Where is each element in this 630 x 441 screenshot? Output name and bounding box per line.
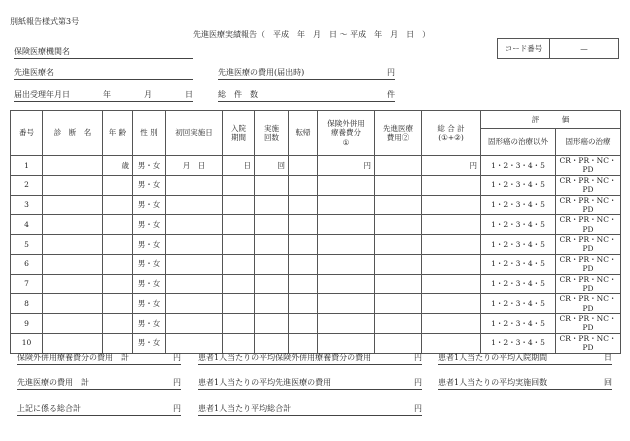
table-row bbox=[11, 314, 621, 334]
sex-choice[interactable]: 男・女 bbox=[133, 274, 166, 294]
cell[interactable] bbox=[422, 333, 481, 353]
cell[interactable] bbox=[103, 195, 133, 215]
row-number: 10 bbox=[11, 333, 43, 353]
response-choice[interactable]: CR・PR・NC・PD bbox=[556, 215, 621, 235]
cell[interactable] bbox=[255, 274, 289, 294]
summary-unit: 円 bbox=[173, 378, 181, 387]
summary-field[interactable] bbox=[438, 352, 612, 365]
score-choice[interactable]: 1・2・3・4・5 bbox=[481, 156, 556, 176]
cell[interactable] bbox=[103, 175, 133, 195]
cell[interactable] bbox=[289, 156, 318, 176]
cell[interactable] bbox=[43, 333, 103, 353]
total-count-label: 総 件 数 bbox=[218, 90, 258, 99]
table-row bbox=[11, 156, 621, 176]
cell[interactable] bbox=[166, 314, 223, 334]
cell[interactable] bbox=[103, 314, 133, 334]
score-choice[interactable]: 1・2・3・4・5 bbox=[481, 294, 556, 314]
cell[interactable] bbox=[318, 274, 375, 294]
response-choice[interactable]: CR・PR・NC・PD bbox=[556, 175, 621, 195]
response-choice[interactable]: CR・PR・NC・PD bbox=[556, 314, 621, 334]
received-label: 届出受理年月日 bbox=[14, 90, 70, 99]
cell[interactable] bbox=[223, 333, 255, 353]
cell[interactable] bbox=[375, 294, 422, 314]
cell[interactable] bbox=[375, 274, 422, 294]
cell[interactable] bbox=[43, 274, 103, 294]
cell[interactable] bbox=[289, 314, 318, 334]
page-title: 先進医療実績報告（ 平成 年 月 日 ～ 平成 年 月 日 ） bbox=[193, 30, 431, 39]
header-age: 年 齢 bbox=[103, 111, 133, 156]
sex-choice[interactable]: 男・女 bbox=[133, 175, 166, 195]
cell[interactable] bbox=[223, 235, 255, 255]
tech-name-field[interactable] bbox=[14, 67, 193, 80]
cell[interactable] bbox=[103, 254, 133, 274]
summary-unit: 円 bbox=[173, 404, 181, 413]
score-choice[interactable]: 1・2・3・4・5 bbox=[481, 235, 556, 255]
cell[interactable] bbox=[375, 215, 422, 235]
cell[interactable] bbox=[255, 215, 289, 235]
sex-choice[interactable]: 男・女 bbox=[133, 235, 166, 255]
response-choice[interactable]: CR・PR・NC・PD bbox=[556, 195, 621, 215]
sex-choice[interactable]: 男・女 bbox=[133, 215, 166, 235]
cell[interactable] bbox=[166, 333, 223, 353]
header-eval-solid: 固形癌の治療 bbox=[556, 129, 621, 156]
table-row bbox=[11, 274, 621, 294]
cell[interactable] bbox=[166, 274, 223, 294]
cell[interactable]: 日 bbox=[223, 156, 255, 176]
cell[interactable] bbox=[318, 175, 375, 195]
cell[interactable] bbox=[422, 274, 481, 294]
summary-label: 患者1人当たり平均総合計 bbox=[198, 404, 292, 413]
response-choice[interactable]: CR・PR・NC・PD bbox=[556, 254, 621, 274]
response-choice[interactable]: CR・PR・NC・PD bbox=[556, 235, 621, 255]
cell[interactable] bbox=[103, 333, 133, 353]
cell[interactable] bbox=[318, 294, 375, 314]
cell[interactable] bbox=[318, 333, 375, 353]
summary-unit: 円 bbox=[414, 404, 422, 413]
cell[interactable] bbox=[43, 175, 103, 195]
cell[interactable] bbox=[422, 175, 481, 195]
response-choice[interactable]: CR・PR・NC・PD bbox=[556, 333, 621, 353]
cell[interactable] bbox=[103, 235, 133, 255]
cell[interactable] bbox=[103, 215, 133, 235]
cell[interactable] bbox=[43, 215, 103, 235]
row-number: 5 bbox=[11, 235, 43, 255]
cell[interactable] bbox=[166, 175, 223, 195]
sex-choice[interactable]: 男・女 bbox=[133, 195, 166, 215]
cell[interactable] bbox=[422, 294, 481, 314]
summary-unit: 円 bbox=[414, 378, 422, 387]
summary-label: 先進医療の費用 計 bbox=[17, 378, 89, 387]
sex-choice[interactable]: 男・女 bbox=[133, 294, 166, 314]
cell[interactable] bbox=[166, 235, 223, 255]
row-number: 9 bbox=[11, 314, 43, 334]
cell[interactable] bbox=[223, 254, 255, 274]
score-choice[interactable]: 1・2・3・4・5 bbox=[481, 254, 556, 274]
sex-choice[interactable]: 男・女 bbox=[133, 314, 166, 334]
cell[interactable] bbox=[223, 175, 255, 195]
cell[interactable] bbox=[375, 195, 422, 215]
cell[interactable] bbox=[289, 215, 318, 235]
cell[interactable] bbox=[318, 314, 375, 334]
row-number: 7 bbox=[11, 274, 43, 294]
cell[interactable] bbox=[43, 314, 103, 334]
cell[interactable] bbox=[375, 333, 422, 353]
cell[interactable] bbox=[318, 235, 375, 255]
cell[interactable] bbox=[289, 274, 318, 294]
cell[interactable] bbox=[166, 254, 223, 274]
cell[interactable] bbox=[255, 235, 289, 255]
response-choice[interactable]: CR・PR・NC・PD bbox=[556, 294, 621, 314]
cell[interactable] bbox=[375, 314, 422, 334]
cell[interactable] bbox=[375, 235, 422, 255]
summary-field[interactable] bbox=[438, 377, 612, 390]
header-total: 総 合 計 (①+②) bbox=[422, 111, 481, 156]
code-value[interactable]: — bbox=[580, 44, 588, 53]
score-choice[interactable]: 1・2・3・4・5 bbox=[481, 333, 556, 353]
total-count-field[interactable] bbox=[218, 89, 395, 102]
header-stay: 入院 期間 bbox=[223, 111, 255, 156]
cell[interactable]: 歳 bbox=[103, 156, 133, 176]
cell[interactable] bbox=[375, 156, 422, 176]
summary-unit: 円 bbox=[414, 353, 422, 362]
header-no: 番号 bbox=[11, 111, 43, 156]
code-box bbox=[497, 38, 619, 59]
cell[interactable] bbox=[223, 274, 255, 294]
cell[interactable] bbox=[375, 175, 422, 195]
cell[interactable]: 円 bbox=[318, 156, 375, 176]
cell[interactable] bbox=[166, 195, 223, 215]
header-eval: 評 価 bbox=[481, 111, 621, 129]
table-row bbox=[11, 195, 621, 215]
header-times: 実施 回数 bbox=[255, 111, 289, 156]
sex-choice[interactable]: 男・女 bbox=[133, 333, 166, 353]
table-row bbox=[11, 175, 621, 195]
summary-label: 患者1人当たりの平均実施回数 bbox=[438, 378, 548, 387]
header-outcome: 転帰 bbox=[289, 111, 318, 156]
cell[interactable] bbox=[289, 235, 318, 255]
row-number: 1 bbox=[11, 156, 43, 176]
header-eval-non-solid: 固形癌の治療以外 bbox=[481, 129, 556, 156]
summary-field[interactable] bbox=[198, 377, 422, 390]
cell[interactable] bbox=[289, 333, 318, 353]
table-row bbox=[11, 215, 621, 235]
score-choice[interactable]: 1・2・3・4・5 bbox=[481, 274, 556, 294]
header-first-date: 初回実施日 bbox=[166, 111, 223, 156]
cell[interactable] bbox=[103, 294, 133, 314]
table-row bbox=[11, 254, 621, 274]
year-unit: 年 bbox=[103, 90, 111, 99]
row-number: 8 bbox=[11, 294, 43, 314]
summary-field[interactable] bbox=[17, 377, 181, 390]
summary-label: 保険外併用療養費分の費用 計 bbox=[17, 353, 129, 362]
cell[interactable] bbox=[422, 254, 481, 274]
cell[interactable] bbox=[43, 294, 103, 314]
summary-label: 患者1人当たりの平均入院期間 bbox=[438, 353, 548, 362]
summary-field[interactable] bbox=[17, 352, 181, 365]
cell[interactable] bbox=[289, 175, 318, 195]
row-number: 6 bbox=[11, 254, 43, 274]
cell[interactable] bbox=[422, 235, 481, 255]
sex-choice[interactable]: 男・女 bbox=[133, 156, 166, 176]
table-row bbox=[11, 333, 621, 353]
summary-label: 患者1人当たりの平均保険外併用療養費分の費用 bbox=[198, 353, 372, 362]
cell[interactable] bbox=[422, 314, 481, 334]
cell[interactable] bbox=[43, 195, 103, 215]
code-label: コード番号 bbox=[498, 39, 550, 58]
summary-label: 上記に係る総合計 bbox=[17, 404, 81, 413]
cell[interactable] bbox=[223, 215, 255, 235]
table-row bbox=[11, 235, 621, 255]
cell[interactable] bbox=[422, 215, 481, 235]
cell[interactable] bbox=[255, 175, 289, 195]
response-choice[interactable]: CR・PR・NC・PD bbox=[556, 156, 621, 176]
cell[interactable] bbox=[103, 274, 133, 294]
month-unit: 月 bbox=[144, 90, 152, 99]
cell[interactable] bbox=[289, 195, 318, 215]
cell[interactable] bbox=[255, 195, 289, 215]
header-insurance-cost: 保険外併用 療養費分 ① bbox=[318, 111, 375, 156]
tech-cost-label: 先進医療の費用(届出時) bbox=[218, 68, 305, 77]
cell[interactable] bbox=[255, 254, 289, 274]
cell[interactable] bbox=[289, 254, 318, 274]
cell[interactable]: 円 bbox=[422, 156, 481, 176]
cell[interactable]: 回 bbox=[255, 156, 289, 176]
header-diagnosis: 診 断 名 bbox=[43, 111, 103, 156]
cell[interactable] bbox=[223, 314, 255, 334]
cell[interactable] bbox=[43, 235, 103, 255]
institution-field[interactable] bbox=[14, 46, 193, 59]
cell[interactable] bbox=[43, 156, 103, 176]
cell[interactable] bbox=[318, 195, 375, 215]
cell[interactable] bbox=[375, 254, 422, 274]
score-choice[interactable]: 1・2・3・4・5 bbox=[481, 215, 556, 235]
received-date-field[interactable] bbox=[14, 89, 193, 102]
tech-name-label: 先進医療名 bbox=[14, 68, 54, 77]
yen-unit: 円 bbox=[387, 68, 395, 77]
cell[interactable] bbox=[255, 333, 289, 353]
cell[interactable] bbox=[318, 215, 375, 235]
row-number: 2 bbox=[11, 175, 43, 195]
ken-unit: 件 bbox=[387, 90, 395, 99]
table-row bbox=[11, 294, 621, 314]
row-number: 4 bbox=[11, 215, 43, 235]
form-number: 別紙報告様式第3号 bbox=[10, 17, 80, 26]
cell[interactable] bbox=[223, 294, 255, 314]
summary-unit: 回 bbox=[604, 378, 612, 387]
header-tech-cost: 先進医療 費用② bbox=[375, 111, 422, 156]
cell[interactable] bbox=[223, 195, 255, 215]
institution-label: 保険医療機関名 bbox=[14, 47, 70, 56]
cell[interactable] bbox=[43, 254, 103, 274]
report-table bbox=[10, 110, 621, 354]
cell[interactable] bbox=[255, 314, 289, 334]
summary-field[interactable] bbox=[198, 403, 422, 416]
cell[interactable] bbox=[289, 294, 318, 314]
summary-label: 患者1人当たりの平均先進医療の費用 bbox=[198, 378, 332, 387]
cell[interactable] bbox=[255, 294, 289, 314]
cell[interactable]: 月 日 bbox=[166, 156, 223, 176]
day-unit: 日 bbox=[185, 90, 193, 99]
header-sex: 性 別 bbox=[133, 111, 166, 156]
summary-unit: 日 bbox=[604, 353, 612, 362]
tech-cost-field[interactable] bbox=[218, 67, 395, 80]
summary-unit: 円 bbox=[173, 353, 181, 362]
score-choice[interactable]: 1・2・3・4・5 bbox=[481, 195, 556, 215]
cell[interactable] bbox=[166, 294, 223, 314]
score-choice[interactable]: 1・2・3・4・5 bbox=[481, 175, 556, 195]
sex-choice[interactable]: 男・女 bbox=[133, 254, 166, 274]
cell[interactable] bbox=[318, 254, 375, 274]
cell[interactable] bbox=[166, 215, 223, 235]
response-choice[interactable]: CR・PR・NC・PD bbox=[556, 274, 621, 294]
score-choice[interactable]: 1・2・3・4・5 bbox=[481, 314, 556, 334]
summary-field[interactable] bbox=[17, 403, 181, 416]
row-number: 3 bbox=[11, 195, 43, 215]
summary-field[interactable] bbox=[198, 352, 422, 365]
cell[interactable] bbox=[422, 195, 481, 215]
